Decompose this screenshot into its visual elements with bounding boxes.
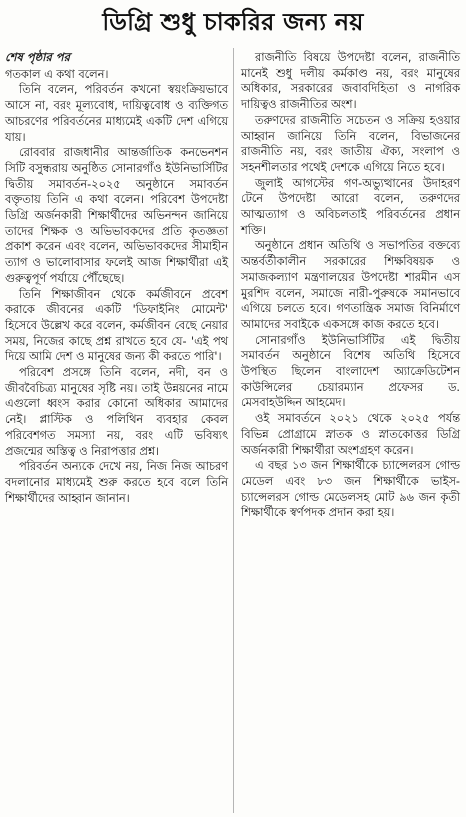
right-column xyxy=(241,50,460,521)
paragraph: পরিবর্তন অন্যকে দেখে নয়, নিজ নিজ আচরণ বদলানোর মাধ্যমেই শুরু করতে হবে বলে তিনি শিক্ষার্থীদের আহ্বান জানান। xyxy=(5,460,228,505)
paragraph: সোনারগাঁও ইউনিভার্সিটির এই দ্বিতীয় সমাবর্তন অনুষ্ঠানে বিশেষ অতিথি হিসেবে উপস্থিত ছিলেন বাংলাদেশ অ্যাক্রেডিটেশন কাউন্সিলের চেয়ারম্যান প্রফেসর ড. মেসবাহউদ্দিন আহমেদ। xyxy=(241,333,460,410)
paragraph: তিনি বলেন, পরিবর্তন কখনো স্বয়ংক্রিয়ভাবে আসে না, বরং মূল্যবোধ, দায়িত্ববোধ ও ব্যক্তিগত আচরণের পরিবর্তনের মাধ্যমেই একটি দেশ এগিয়ে যায়। xyxy=(5,83,228,144)
paragraph: জুলাই আগস্টের গণ-অভ্যুত্থানের উদাহরণ টেনে উপদেষ্টা আরো বলেন, তরুণদের আত্মত্যাগ ও অবিচলতাই পরিবর্তনের প্রধান শক্তি। xyxy=(241,176,460,237)
paragraph: রোববার রাজধানীর আন্তর্জাতিক কনভেনশন সিটি বসুন্ধরায় অনুষ্ঠিত সোনারগাঁও ইউনিভার্সিটির দ্বিতীয় সমাবর্তন-২০২৫ অনুষ্ঠানে সমাবর্তন বক্তৃতায় তিনি এ কথা বলেন। পরিবেশ উপদেষ্টা ডিগ্রি অর্জনকারী শিক্ষার্থীদের অভিনন্দন জানিয়ে তাদের শিক্ষক ও অভিভাবকদের প্রতি কৃতজ্ঞতা প্রকাশ করেন এবং বলেন, অভিভাবকদের সীমাহীন ত্যাগ ও ভালোবাসার ফলেই আজ শিক্ষার্থীরা এই গুরুত্বপূর্ণ পর্যায়ে পৌঁছেছে। xyxy=(5,146,228,285)
continued-label: শেষ পৃষ্ঠার পর xyxy=(5,50,70,64)
paragraph: তরুণদের রাজনীতি সচেতন ও সক্রিয় হওয়ার আহ্বান জানিয়ে তিনি বলেন, বিভাজনের রাজনীতি নয়, বরং জাতীয় ঐক্য, সংলাপ ও সহনশীলতার পথেই দেশকে এগিয়ে নিতে হবে। xyxy=(241,113,460,174)
paragraph: গতকাল এ কথা বলেন। xyxy=(5,67,109,81)
headline: ডিগ্রি শুধু চাকরির জন্য নয় xyxy=(102,8,364,36)
paragraph: রাজনীতি বিষয়ে উপদেষ্টা বলেন, রাজনীতি মানেই শুধু দলীয় কর্মকাণ্ড নয়, বরং মানুষের অধিকার, সরকারের জবাবদিহিতা ও নাগরিক দায়িত্বও রাজনীতির অংশ। xyxy=(241,51,460,112)
paragraph: এ বছর ১৩ জন শিক্ষার্থীকে চ্যান্সেলরস গোল্ড মেডেল এবং ৮৩ জন শিক্ষার্থীকে ভাইস-চ্যান্সেলরস গোল্ড মেডেলসহ মোট ৯৬ জন কৃতী শিক্ষার্থীকে স্বর্ণপদক প্রদান করা হয়। xyxy=(241,459,460,520)
paragraph: ওই সমাবর্তনে ২০২১ থেকে ২০২৫ পর্যন্ত বিভিন্ন প্রোগ্রামে স্নাতক ও স্নাতকোত্তর ডিগ্রি অর্জনকারী শিক্ষার্থীরা অংশগ্রহণ করেন। xyxy=(241,412,460,457)
paragraph: তিনি শিক্ষাজীবন থেকে কর্মজীবনে প্রবেশ করাকে জীবনের একটি 'ডিফাইনিং মোমেন্ট' হিসেবে উল্লেখ করে বলেন, কর্মজীবন বেছে নেয়ার সময়, নিজের কাছে প্রশ্ন রাখতে হবে যে- 'এই পথ দিয়ে আমি দেশ ও মানুষের জন্য কী করতে পারি'। xyxy=(5,287,228,364)
paragraph: অনুষ্ঠানে প্রধান অতিথি ও সভাপতির বক্তব্যে অন্তর্বর্তীকালীন সরকারের শিক্ষবিষয়ক ও সমাজকল্যাণ মন্ত্রণালয়ের উপদেষ্টা শারমীন এস মুরশিদ বলেন, সমাজে নারী-পুরুষকে সমানভাবে এগিয়ে চলতে হবে। গণতান্ত্রিক সমাজ বিনির্মাণে আমাদের সবাইকে একসঙ্গে কাজ করতে হবে। xyxy=(241,239,460,331)
paragraph: পরিবেশ প্রসঙ্গে তিনি বলেন, নদী, বন ও জীববৈচিত্র্য মানুষের সৃষ্টি নয়। তাই উন্নয়নের নামে এগুলো ধ্বংস করার কোনো অধিকার আমাদের নেই। প্লাস্টিক ও পলিথিন ব্যবহার কেবল পরিবেশগত সমস্যা নয়, বরং এটি ভবিষ্যৎ প্রজন্মের অস্তিত্ব ও নিরাপত্তার প্রশ্ন। xyxy=(5,366,228,458)
column-divider xyxy=(233,48,234,813)
left-column xyxy=(5,50,228,506)
